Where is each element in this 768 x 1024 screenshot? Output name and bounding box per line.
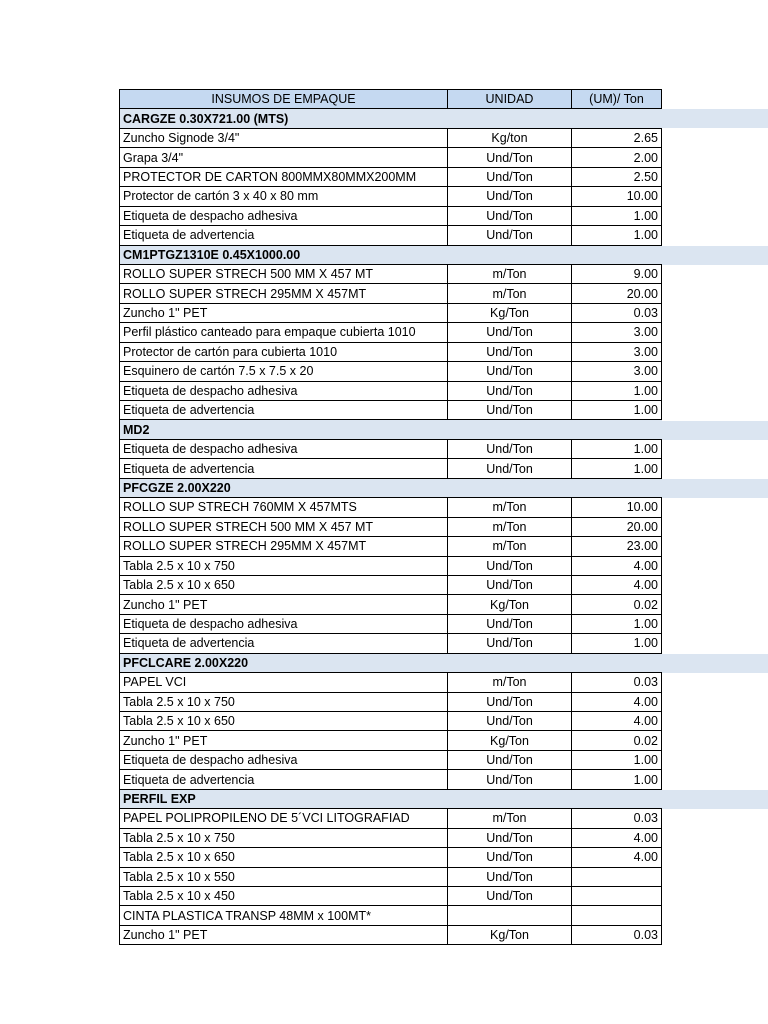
item-quantity: 4.00 [572, 828, 662, 847]
section-row [120, 420, 662, 439]
section-row [120, 478, 662, 497]
item-unit: Und/Ton [448, 886, 572, 905]
table-row [120, 128, 662, 147]
item-description: Etiqueta de despacho adhesiva [120, 439, 448, 458]
table-row [120, 323, 662, 342]
item-description: Tabla 2.5 x 10 x 550 [120, 867, 448, 886]
section-band [662, 790, 768, 809]
table-row [120, 226, 662, 245]
table-row [120, 284, 662, 303]
item-description: Protector de cartón para cubierta 1010 [120, 342, 448, 361]
table-row [120, 886, 662, 905]
item-unit: Und/Ton [448, 634, 572, 653]
item-description: Protector de cartón 3 x 40 x 80 mm [120, 187, 448, 206]
table-row [120, 595, 662, 614]
item-unit [448, 906, 572, 925]
table-row [120, 167, 662, 186]
item-description: PROTECTOR DE CARTON 800MMX80MMX200MM [120, 167, 448, 186]
header-insumos: INSUMOS DE EMPAQUE [120, 90, 448, 109]
section-band [662, 109, 768, 128]
header-um-ton: (UM)/ Ton [572, 90, 662, 109]
item-description: ROLLO SUPER STRECH 500 MM X 457 MT [120, 517, 448, 536]
item-description: Tabla 2.5 x 10 x 750 [120, 692, 448, 711]
item-quantity: 1.00 [572, 381, 662, 400]
item-description: Etiqueta de despacho adhesiva [120, 750, 448, 769]
item-description: Tabla 2.5 x 10 x 750 [120, 556, 448, 575]
item-quantity: 0.03 [572, 925, 662, 944]
item-description: Etiqueta de despacho adhesiva [120, 381, 448, 400]
item-quantity: 1.00 [572, 226, 662, 245]
section-band [662, 654, 768, 673]
item-quantity: 1.00 [572, 439, 662, 458]
packaging-supplies-table [119, 89, 662, 945]
table-row [120, 906, 662, 925]
item-unit: Und/Ton [448, 187, 572, 206]
item-description: Tabla 2.5 x 10 x 650 [120, 848, 448, 867]
item-quantity: 1.00 [572, 401, 662, 420]
table-row [120, 264, 662, 283]
item-unit: Und/Ton [448, 575, 572, 594]
table-row [120, 848, 662, 867]
table-row [120, 439, 662, 458]
item-quantity: 10.00 [572, 187, 662, 206]
section-row [120, 789, 662, 808]
item-quantity: 4.00 [572, 556, 662, 575]
item-unit: Und/Ton [448, 148, 572, 167]
item-quantity [572, 906, 662, 925]
item-quantity: 1.00 [572, 459, 662, 478]
item-description: Tabla 2.5 x 10 x 650 [120, 712, 448, 731]
section-title: PERFIL EXP [120, 789, 662, 808]
table-row [120, 187, 662, 206]
item-unit: Und/Ton [448, 226, 572, 245]
item-unit: Kg/Ton [448, 731, 572, 750]
table-row [120, 381, 662, 400]
table-row [120, 712, 662, 731]
item-unit: Und/Ton [448, 614, 572, 633]
item-quantity: 1.00 [572, 206, 662, 225]
item-quantity: 3.00 [572, 362, 662, 381]
table-body [120, 90, 662, 945]
item-unit: Und/Ton [448, 692, 572, 711]
item-unit: Und/Ton [448, 828, 572, 847]
item-description: CINTA PLASTICA TRANSP 48MM x 100MT* [120, 906, 448, 925]
table-row [120, 303, 662, 322]
table-row [120, 362, 662, 381]
item-quantity [572, 867, 662, 886]
section-row [120, 245, 662, 264]
section-title: MD2 [120, 420, 662, 439]
section-title: CARGZE 0.30X721.00 (MTS) [120, 109, 662, 128]
item-quantity: 1.00 [572, 614, 662, 633]
item-quantity: 0.03 [572, 809, 662, 828]
section-row [120, 653, 662, 672]
item-unit: Und/Ton [448, 362, 572, 381]
item-description: Etiqueta de advertencia [120, 401, 448, 420]
table-row [120, 828, 662, 847]
item-unit: Und/Ton [448, 867, 572, 886]
item-description: Etiqueta de advertencia [120, 770, 448, 789]
item-unit: Kg/Ton [448, 595, 572, 614]
item-description: Zuncho 1" PET [120, 731, 448, 750]
item-quantity: 3.00 [572, 323, 662, 342]
item-quantity: 2.65 [572, 128, 662, 147]
table-row [120, 498, 662, 517]
item-quantity: 3.00 [572, 342, 662, 361]
table-row [120, 459, 662, 478]
table-row [120, 634, 662, 653]
item-unit: Und/Ton [448, 439, 572, 458]
item-description: Tabla 2.5 x 10 x 650 [120, 575, 448, 594]
item-quantity: 4.00 [572, 848, 662, 867]
item-unit: m/Ton [448, 498, 572, 517]
item-description: ROLLO SUPER STRECH 295MM X 457MT [120, 284, 448, 303]
item-quantity: 0.03 [572, 303, 662, 322]
table-row [120, 575, 662, 594]
item-quantity: 20.00 [572, 517, 662, 536]
item-unit: Und/Ton [448, 556, 572, 575]
table-row [120, 342, 662, 361]
table-row [120, 401, 662, 420]
item-quantity: 1.00 [572, 750, 662, 769]
section-title: PFCLCARE 2.00X220 [120, 653, 662, 672]
item-unit: Und/Ton [448, 206, 572, 225]
item-quantity: 10.00 [572, 498, 662, 517]
table-row [120, 731, 662, 750]
item-description: ROLLO SUPER STRECH 295MM X 457MT [120, 537, 448, 556]
item-description: ROLLO SUP STRECH 760MM X 457MTS [120, 498, 448, 517]
item-unit: m/Ton [448, 537, 572, 556]
table-row [120, 750, 662, 769]
item-quantity: 20.00 [572, 284, 662, 303]
item-unit: Und/Ton [448, 401, 572, 420]
item-quantity: 4.00 [572, 575, 662, 594]
item-unit: m/Ton [448, 284, 572, 303]
item-quantity: 2.50 [572, 167, 662, 186]
item-unit: Und/Ton [448, 770, 572, 789]
section-row [120, 109, 662, 128]
header-unidad: UNIDAD [448, 90, 572, 109]
item-quantity: 4.00 [572, 692, 662, 711]
item-unit: Und/Ton [448, 323, 572, 342]
item-unit: Und/Ton [448, 342, 572, 361]
table-row [120, 206, 662, 225]
item-unit: Und/Ton [448, 848, 572, 867]
item-description: PAPEL VCI [120, 673, 448, 692]
item-description: Zuncho 1" PET [120, 925, 448, 944]
table-row [120, 770, 662, 789]
table-row [120, 673, 662, 692]
item-quantity: 2.00 [572, 148, 662, 167]
section-title: PFCGZE 2.00X220 [120, 478, 662, 497]
section-title: CM1PTGZ1310E 0.45X1000.00 [120, 245, 662, 264]
item-description: PAPEL POLIPROPILENO DE 5´VCI LITOGRAFIAD [120, 809, 448, 828]
item-unit: m/Ton [448, 517, 572, 536]
item-unit: Und/Ton [448, 712, 572, 731]
section-band [662, 421, 768, 440]
item-description: Etiqueta de despacho adhesiva [120, 614, 448, 633]
item-unit: Und/Ton [448, 459, 572, 478]
section-band [662, 246, 768, 265]
table-row [120, 148, 662, 167]
item-unit: Kg/Ton [448, 303, 572, 322]
item-unit: Und/Ton [448, 167, 572, 186]
item-unit: m/Ton [448, 264, 572, 283]
item-unit: Und/Ton [448, 750, 572, 769]
table-row [120, 692, 662, 711]
item-quantity: 23.00 [572, 537, 662, 556]
item-description: Grapa 3/4" [120, 148, 448, 167]
item-description: ROLLO SUPER STRECH 500 MM X 457 MT [120, 264, 448, 283]
item-description: Zuncho 1" PET [120, 303, 448, 322]
table-row [120, 614, 662, 633]
item-description: Etiqueta de advertencia [120, 226, 448, 245]
section-band [662, 479, 768, 498]
item-description: Zuncho 1" PET [120, 595, 448, 614]
item-quantity: 0.02 [572, 595, 662, 614]
table-row [120, 556, 662, 575]
table-row [120, 925, 662, 944]
item-unit: Kg/Ton [448, 925, 572, 944]
table-row [120, 867, 662, 886]
item-description: Tabla 2.5 x 10 x 750 [120, 828, 448, 847]
item-quantity [572, 886, 662, 905]
item-unit: m/Ton [448, 809, 572, 828]
item-description: Etiqueta de advertencia [120, 634, 448, 653]
item-unit: Und/Ton [448, 381, 572, 400]
item-quantity: 1.00 [572, 770, 662, 789]
item-description: Zuncho Signode 3/4" [120, 128, 448, 147]
item-description: Esquinero de cartón 7.5 x 7.5 x 20 [120, 362, 448, 381]
item-description: Etiqueta de despacho adhesiva [120, 206, 448, 225]
item-description: Perfil plástico canteado para empaque cubierta 1010 [120, 323, 448, 342]
table-row [120, 537, 662, 556]
item-quantity: 9.00 [572, 264, 662, 283]
item-quantity: 4.00 [572, 712, 662, 731]
item-quantity: 1.00 [572, 634, 662, 653]
item-description: Tabla 2.5 x 10 x 450 [120, 886, 448, 905]
header-row [120, 90, 662, 109]
item-quantity: 0.03 [572, 673, 662, 692]
item-unit: m/Ton [448, 673, 572, 692]
item-unit: Kg/ton [448, 128, 572, 147]
item-description: Etiqueta de advertencia [120, 459, 448, 478]
item-quantity: 0.02 [572, 731, 662, 750]
table-row [120, 809, 662, 828]
table-row [120, 517, 662, 536]
